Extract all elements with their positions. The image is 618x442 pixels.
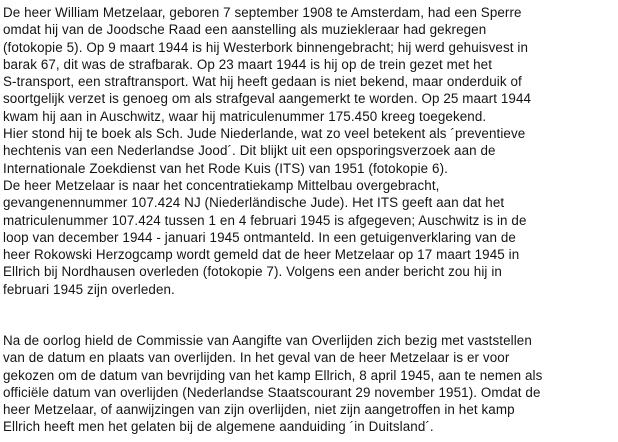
text-line: van de datum en plaats van overlijden. In het geval van de heer Metzelaar is er voor — [3, 350, 510, 366]
text-line: matriculenummer 107.424 tussen 1 en 4 februari 1945 is afgegeven; Auschwitz is in de — [3, 212, 527, 228]
text-line: februari 1945 zijn overleden. — [3, 281, 175, 297]
text-line: S-transport, een straftransport. Wat hij heeft gedaan is niet bekend, maar onderduik of — [3, 74, 522, 90]
text-line: Na de oorlog hield de Commissie van Aangifte van Overlijden zich bezig met vaststellen — [3, 333, 532, 348]
text-line: loop van december 1944 - januari 1945 ontmanteld. In een getuigenverklaring van de — [3, 229, 516, 245]
text-line: gevangenennummer 107.424 NJ (Niederländische Jude). Het ITS geeft aan dat het — [3, 195, 505, 211]
text-line: (fotokopie 5). Op 9 maart 1944 is hij Westerbork binnengebracht; hij werd gehuisvest in — [3, 39, 529, 55]
text-line: De heer Metzelaar is naar het concentratiekamp Mittelbau overgebracht, — [3, 177, 440, 193]
text-line: Ellrich heeft men het gelaten bij de algemene aanduiding ´in Duitsland´. — [3, 419, 434, 435]
text-line: heer Metzelaar, of aanwijzingen van zijn overlijden, niet zijn aangetroffen in het kamp — [3, 402, 515, 418]
text-line: gekozen om de datum van bevrijding van het kamp Ellrich, 8 april 1945, aan te nemen als — [3, 367, 543, 383]
document-page — [3, 0, 615, 442]
text-line: officiële datum van overlijden (Nederlandse Staatscourant 29 november 1951). Omdat de — [3, 384, 541, 400]
text-line: kwam hij aan in Auschwitz, waar hij matriculenummer 175.450 kreeg toegekend. — [3, 108, 487, 124]
text-line: Ellrich bij Nordhausen overleden (fotokopie 7). Volgens een ander bericht zou hij in — [3, 264, 502, 280]
text-line: De heer William Metzelaar, geboren 7 september 1908 te Amsterdam, had een Sperre — [3, 5, 522, 20]
text-line: soortgelijk verzet is genoeg om als strafgeval aangemerkt te worden. Op 25 maart 1944 — [3, 91, 532, 107]
paragraph-biography — [3, 4, 531, 298]
text-line: barak 67, dit was de strafbarak. Op 23 maart 1944 is hij op de trein gezet met het — [3, 56, 493, 72]
text-line: Internationale Zoekdienst van het Rode Kuis (ITS) van 1951 (fotokopie 6). — [3, 160, 448, 176]
text-line: heer Rokowski Herzogcamp wordt gemeld dat de heer Metzelaar op 17 maart 1945 in — [3, 247, 520, 263]
text-line: omdat hij van de Joodsche Raad een aanstelling als muziekleraar had gekregen — [3, 22, 487, 38]
text-line: hechtenis van een Nederlandse Jood´. Dit blijkt uit een opsporingsverzoek aan de — [3, 143, 496, 159]
text-line: Hier stond hij te boek als Sch. Jude Niederlande, wat zo veel betekent als ´preventieve — [3, 126, 526, 142]
paragraph-after-war — [3, 332, 542, 436]
